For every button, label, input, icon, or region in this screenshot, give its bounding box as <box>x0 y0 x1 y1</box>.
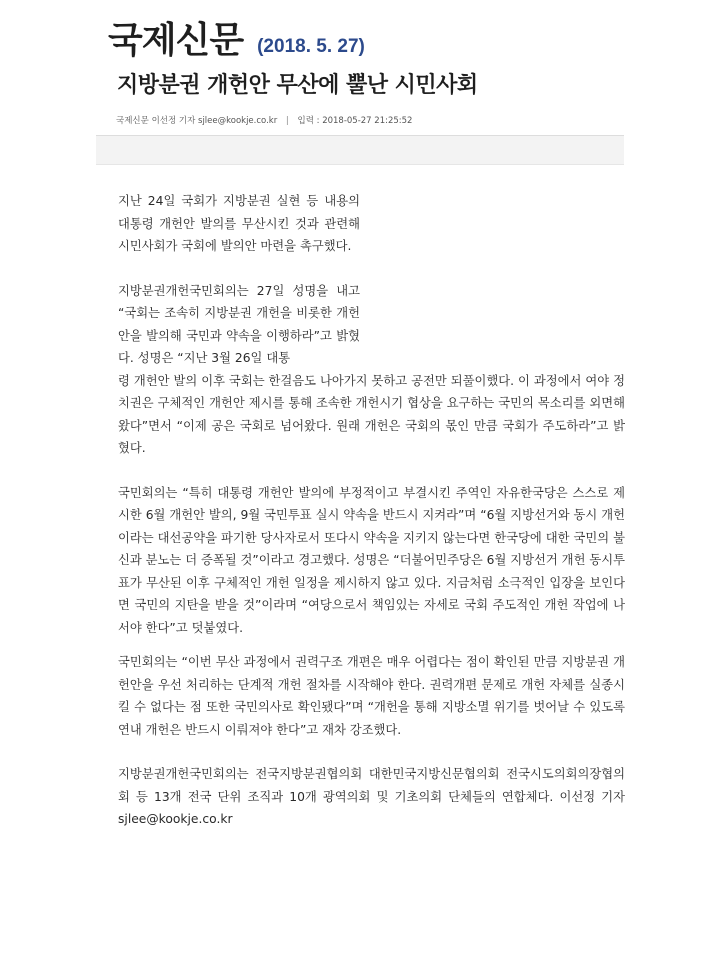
article-paragraph: 지난 24일 국회가 지방분권 실현 등 내용의 대통령 개헌안 발의를 무산시킨 것과 관련해 시민사회가 국회에 발의안 마련을 촉구했다. <box>118 194 360 253</box>
byline-source: 국제신문 <box>116 116 149 126</box>
article-body <box>118 190 625 831</box>
article-toolbar-bar <box>96 135 624 165</box>
article-headline: 지방분권 개헌안 무산에 뿔난 시민사회 <box>117 73 478 98</box>
article-paragraph: 지방분권개헌국민회의는 전국지방분권협의회 대한민국지방신문협의회 전국시도의회의장협의회 등 13개 전국 단위 조직과 10개 광역의회 및 기초의회 단체들의 연합체다. 이선정 기자 sjlee@kookje.co.kr <box>118 767 625 826</box>
masthead <box>108 12 365 63</box>
edition-date: (2018. 5. 27) <box>257 36 365 57</box>
paragraph-part-wide: 령 개헌안 발의 이후 국회는 한걸음도 나아가지 못하고 공전만 되풀이했다. 이 과정에서 여야 정치권은 구체적인 개헌안 제시를 통해 조속한 개헌시기 협상을 요구하는 국민의 목소리를 외면해왔다”면서 “이제 공은 국회로 넘어왔다. 원래 개헌은 국회의 몫인 만큼 국회가 주도하라”고 밝혔다. <box>118 373 625 455</box>
byline-reporter[interactable]: 이선정 기자 sjlee@kookje.co.kr <box>151 116 278 126</box>
paragraph-part-narrow: 지방분권개헌국민회의는 27일 성명을 내고 “국회는 조속히 지방분권 개헌을 비롯한 개헌안을 발의해 국민과 약속을 이행하라”고 밝혔다. 성명은 “지난 3월 26일 대통 <box>118 283 360 365</box>
byline-published: 입력 : 2018-05-27 21:25:52 <box>297 116 413 126</box>
article-paragraph: 국민회의는 “특히 대통령 개헌안 발의에 부정적이고 부결시킨 주역인 자유한국당은 스스로 제시한 6월 개헌안 발의, 9월 국민투표 실시 약속을 반드시 지켜라”며 “6월 지방선거와 동시 개헌이라는 대선공약을 파기한 당사자로서 또다시 약속을 지키지 않는다면 한국당에 대한 국민의 불신과 분노는 더 증폭될 것”이라고 경고했다. 성명은 “더불어민주당은 6월 지방선거 개헌 동시투표가 무산된 이후 구체적인 개헌 일정을 제시하지 않고 있다. 지금처럼 소극적인 입장을 보인다면 국민의 지탄을 받을 것”이라며 “여당으로서 책임있는 자세로 국회 주도적인 개헌 작업에 나서야 한다”고 덧붙였다. <box>118 485 625 635</box>
byline-separator: | <box>285 116 289 126</box>
article-paragraph <box>118 280 625 460</box>
article-byline <box>116 114 412 126</box>
article-paragraph: 국민회의는 “이번 무산 과정에서 권력구조 개편은 매우 어렵다는 점이 확인된 만큼 지방분권 개헌안을 우선 처리하는 단계적 개헌 절차를 시작해야 한다. 권력개편 문제로 개헌 자체를 실종시킬 수 없다는 점 또한 국민의사로 확인됐다”며 “개헌을 통해 지방소멸 위기를 벗어날 수 있도록 연내 개헌은 반드시 이뤄져야 한다”고 재차 강조했다. <box>118 655 625 737</box>
newspaper-logo[interactable]: 국제신문 <box>108 20 244 61</box>
